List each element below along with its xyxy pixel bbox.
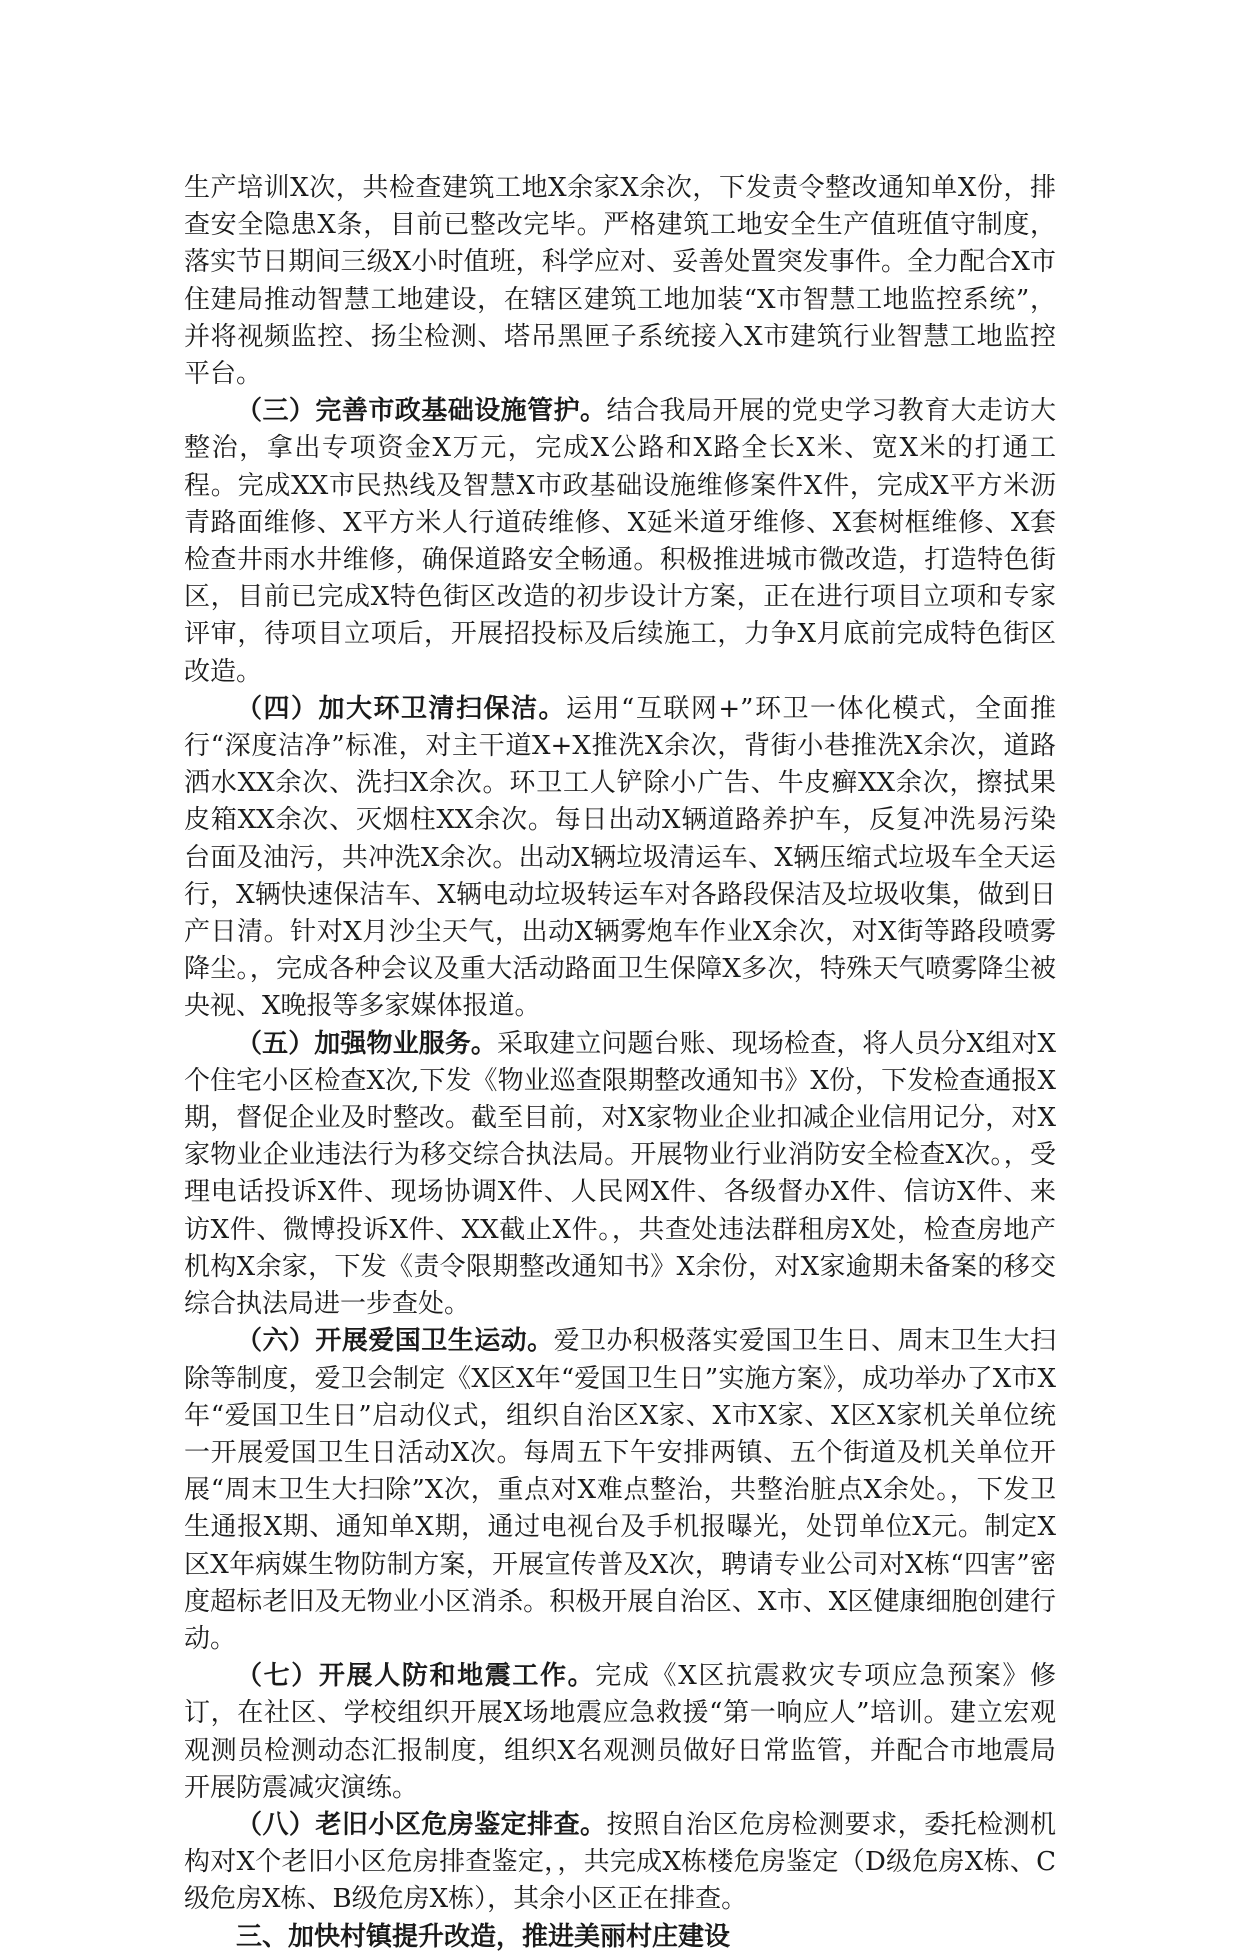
paragraph-body: 生产培训X次，共检查建筑工地X余家X余次，下发责令整改通知单X份，排查安全隐患X条，目前已整改完毕。严格建筑工地安全生产值班值守制度，落实节日期间三级X小时值班，科学应对、妥善处置突发事件。全力配合X市住建局推动智慧工地建设，在辖区建筑工地加装“X市智慧工地监控系统”，并将视频监控、扬尘检测、塔吊黑匣子系统接入X市建筑行业智慧工地监控平台。: [184, 173, 1056, 390]
paragraph-body: 完成《X区抗震救灾专项应急预案》修订，在社区、学校组织开展X场地震应急救援“第一响应人”培训。建立宏观观测员检测动态汇报制度，组织X名观测员做好日常监管，并配合市地震局开展防震减灾演练。: [184, 1661, 1056, 1803]
paragraph-heading: （六）开展爱国卫生运动。: [236, 1326, 554, 1357]
paragraph-body: 结合我局开展的党史学习教育大走访大整治，拿出专项资金X万元，完成X公路和X路全长X米、宽X米的打通工程。完成XX市民热线及智慧X市政基础设施维修案件X件，完成X平方米沥青路面维修、X平方米人行道砖维修、X延米道牙维修、X套树框维修、X套检查井雨水井维修，确保道路安全畅通。积极推进城市微改造，打造特色街区，目前已完成X特色街区改造的初步设计方案，正在进行项目立项和专家评审，待项目立项后，开展招投标及后续施工，力争X月底前完成特色街区改造。: [184, 396, 1056, 687]
document-page: [184, 170, 1056, 1956]
paragraph-dangerous-housing: [184, 1807, 1056, 1919]
paragraph-civil-defense-earthquake: [184, 1658, 1056, 1807]
paragraph-municipal-infrastructure: [184, 393, 1056, 691]
paragraph-body: 运用“互联网+”环卫一体化模式，全面推行“深度洁净”标准，对主干道X+X推洗X余次，背街小巷推洗X余次，道路洒水XX余次、洗扫X余次。环卫工人铲除小广告、牛皮癣XX余次，擦拭果皮箱XX余次、灭烟柱XX余次。每日出动X辆道路养护车，反复冲洗易污染台面及油污，共冲洗X余次。出动X辆垃圾清运车、X辆压缩式垃圾车全天运行，X辆快速保洁车、X辆电动垃圾转运车对各路段保洁及垃圾收集，做到日产日清。针对X月沙尘天气，出动X辆雾炮车作业X余次，对X街等路段喷雾降尘。，完成各种会议及重大活动路面卫生保障X多次，特殊天气喷雾降尘被央视、X晚报等多家媒体报道。: [184, 693, 1056, 1022]
paragraph-heading: （五）加强物业服务。: [236, 1028, 497, 1059]
paragraph-heading: （七）开展人防和地震工作。: [236, 1661, 596, 1692]
paragraph-heading: （四）加大环卫清扫保洁。: [236, 693, 567, 724]
paragraph-body: 爱卫办积极落实爱国卫生日、周末卫生大扫除等制度，爱卫会制定《X区X年“爱国卫生日”实施方案》，成功举办了X市X年“爱国卫生日”启动仪式，组织自治区X家、X市X家、X区X家机关单位统一开展爱国卫生日活动X次。每周五下午安排两镇、五个街道及机关单位开展“周末卫生大扫除”X次，重点对X难点整治，共整治脏点X余处。，下发卫生通报X期、通知单X期，通过电视台及手机报曝光，处罚单位X元。制定X区X年病媒生物防制方案，开展宣传普及X次，聘请专业公司对X栋“四害”密度超标老旧及无物业小区消杀。积极开展自治区、X市、X区健康细胞创建行动。: [184, 1326, 1056, 1654]
paragraph-continuation: [184, 170, 1056, 393]
paragraph-heading: （八）老旧小区危房鉴定排查。: [236, 1809, 607, 1840]
paragraph-property-services: [184, 1026, 1056, 1324]
paragraph-body: 采取建立问题台账、现场检查，将人员分X组对X个住宅小区检查X次,下发《物业巡查限期整改通知书》X份，下发检查通报X期，督促企业及时整改。截至目前，对X家物业企业扣减企业信用记分，对X家物业企业违法行为移交综合执法局。开展物业行业消防安全检查X次。，受理电话投诉X件、现场协调X件、人民网X件、各级督办X件、信访X件、来访X件、微博投诉X件、XX截止X件。，共查处违法群租房X处，检查房地产机构X余家，下发《责令限期整改通知书》X余份，对X家逾期未备案的移交综合执法局进一步查处。: [184, 1028, 1056, 1320]
section-title: 三、加快村镇提升改造，推进美丽村庄建设: [236, 1921, 731, 1952]
paragraph-body: 按照自治区危房检测要求，委托检测机构对X个老旧小区危房排查鉴定，，共完成X栋楼危房鉴定（D级危房X栋、C级危房X栋、B级危房X栋），其余小区正在排查。: [184, 1809, 1056, 1915]
paragraph-patriotic-health: [184, 1323, 1056, 1658]
paragraph-heading: （三）完善市政基础设施管护。: [236, 396, 607, 427]
paragraph-sanitation: [184, 691, 1056, 1026]
